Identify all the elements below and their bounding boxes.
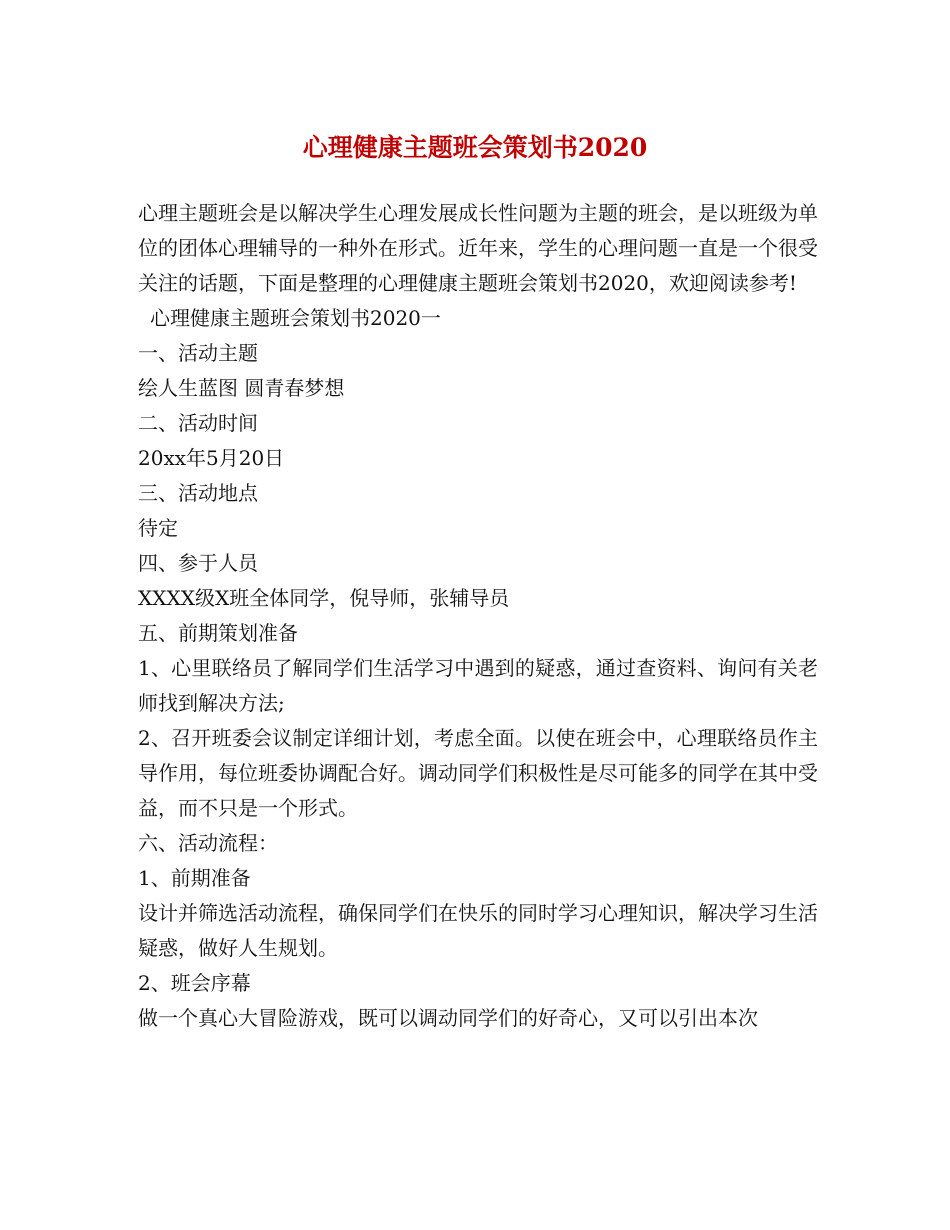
heading-participants: 四、参于人员 — [138, 551, 258, 575]
intro-paragraph: 心理主题班会是以解决学生心理发展成长性问题为主题的班会，是以班级为单位的团体心理辅导的一种外在形式。近年来，学生的心理问题一直是一个很受关注的话题，下面是整理的心理健康主题班会策划书2020，欢迎阅读参考! — [138, 201, 818, 295]
process-step-1-heading: 1、前期准备 — [138, 866, 251, 890]
heading-activity-theme: 一、活动主题 — [138, 341, 258, 365]
heading-activity-location: 三、活动地点 — [138, 481, 258, 505]
participants-text: XXXX级X班全体同学，倪导师，张辅导员 — [138, 586, 510, 610]
section-subtitle: 心理健康主题班会策划书2020一 — [150, 306, 441, 330]
activity-theme-text: 绘人生蓝图 圆青春梦想 — [138, 376, 345, 400]
document-title: 心理健康主题班会策划书2020 — [302, 133, 648, 162]
heading-preparation: 五、前期策划准备 — [138, 621, 298, 645]
preparation-item-2: 2、召开班委会议制定详细计划，考虑全面。以使在班会中，心理联络员作主导作用，每位班委协调配合好。调动同学们积极性是尽可能多的同学在其中受益，而不只是一个形式。 — [138, 726, 818, 820]
heading-activity-time: 二、活动时间 — [138, 411, 258, 435]
process-step-1-text: 设计并筛选活动流程，确保同学们在快乐的同时学习心理知识，解决学习生活疑惑，做好人生规划。 — [138, 901, 818, 960]
activity-time-text: 20xx年5月20日 — [138, 446, 285, 470]
document-body — [138, 196, 818, 1036]
heading-process: 六、活动流程： — [138, 831, 278, 855]
process-step-2-text: 做一个真心大冒险游戏，既可以调动同学们的好奇心，又可以引出本次 — [138, 1006, 758, 1030]
process-step-2-heading: 2、班会序幕 — [138, 971, 251, 995]
activity-location-text: 待定 — [138, 516, 178, 540]
preparation-item-1: 1、心里联络员了解同学们生活学习中遇到的疑惑，通过查资料、询问有关老师找到解决方法; — [138, 656, 818, 715]
